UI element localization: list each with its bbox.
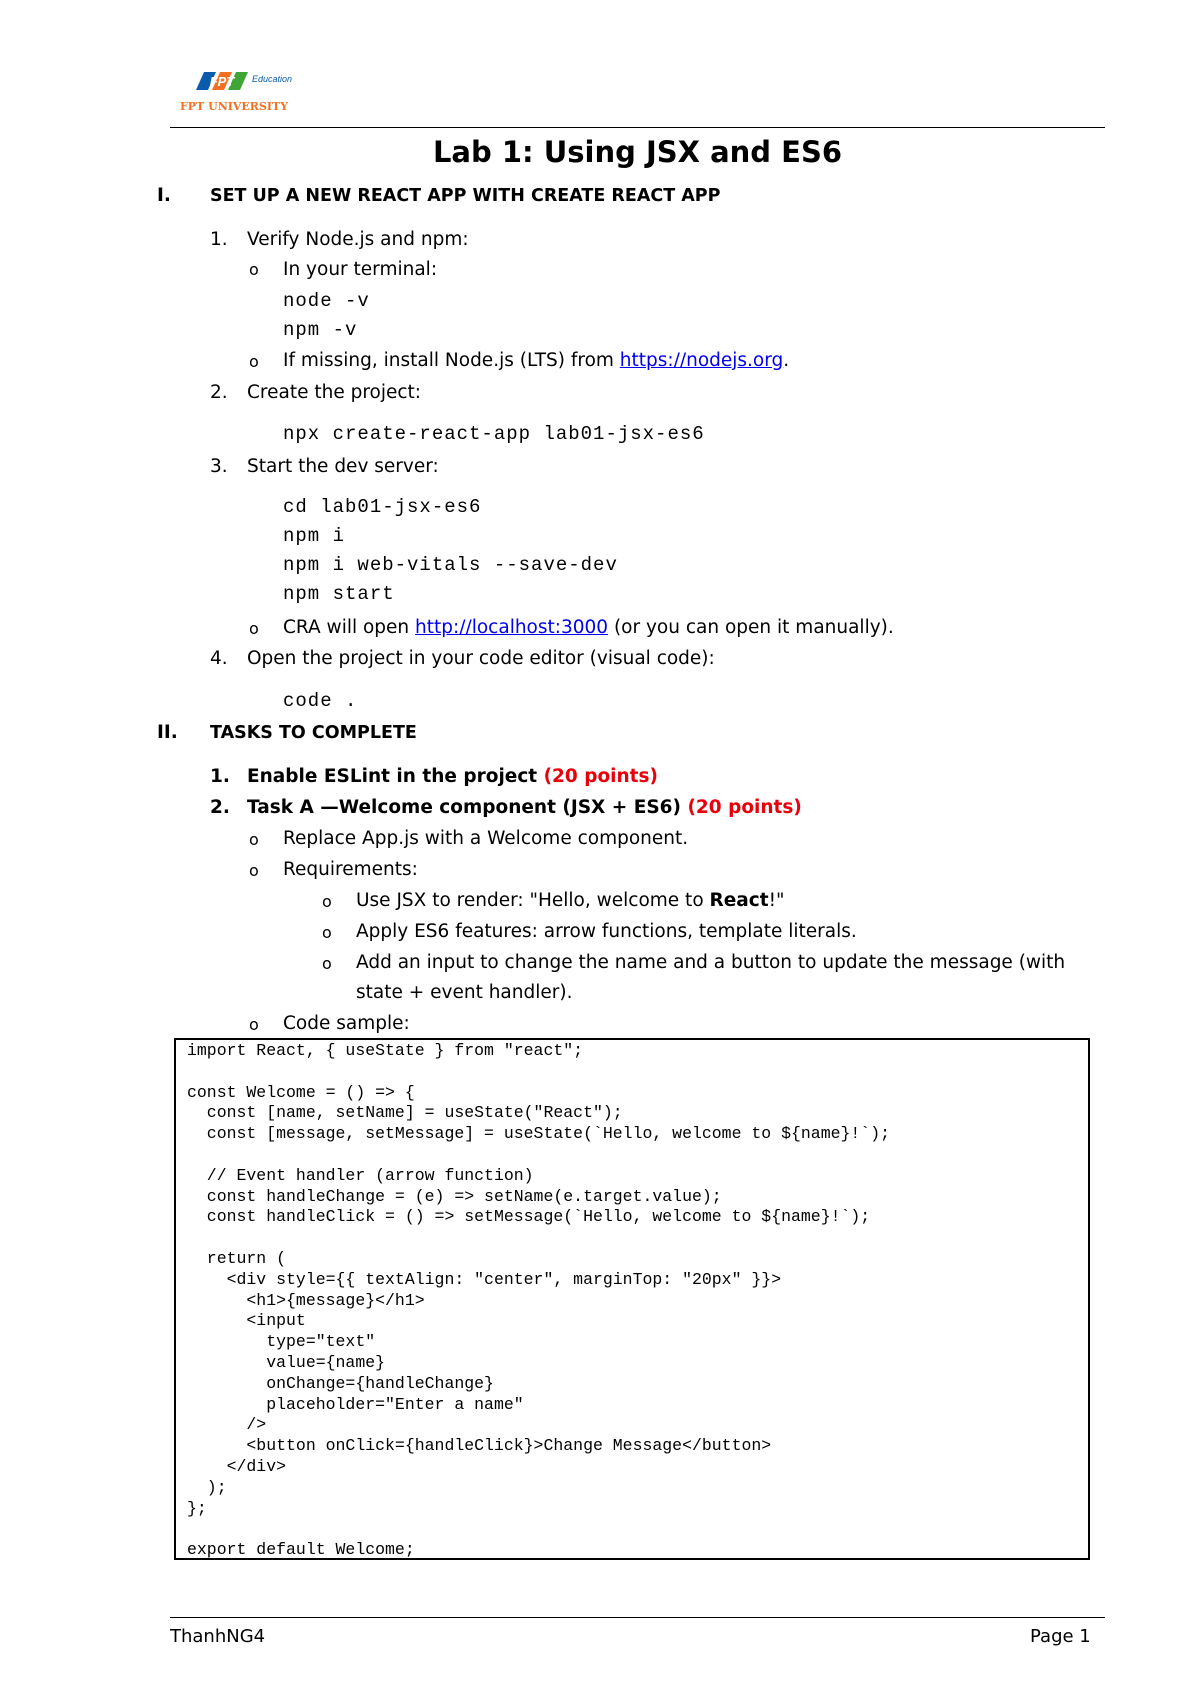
fpt-logo [180, 70, 300, 118]
task-2-bullet-3: Code sample: [283, 1013, 410, 1034]
requirement-3-line-2: state + event handler). [356, 982, 573, 1003]
cmd-web-vitals: npm i web-vitals --save-dev [283, 554, 618, 576]
task-1-label [247, 765, 658, 789]
step-3-bullet-text: CRA will open [283, 617, 416, 638]
code-sample: import React, { useState } from "react"; const Welcome = () => { const [name, setName] = useState("React"); const [message, setMessage] = useState(`Hello, welcome to ${name}!`); // Event handler (arrow function) const handleChange = (e) => setName(e.target.value); const handleClick = () => setMessage(`Hello, welcome to ${name}!`); return ( <div style={{ textAlign: "center", marginTop: "20px" }}> <h1>{message}</h1> <input type="text" value={name} onChange={handleChange} placeholder="Enter a name" /> <button onClick={handleClick}>Change Message</button> </div> ); }; export default Welcome; [187, 1041, 891, 1560]
cmd-cd: cd lab01-jsx-es6 [283, 496, 482, 518]
requirement-1-bold: React [709, 890, 769, 911]
logo-name: FPT UNIVERSITY [180, 100, 289, 113]
cmd-npm-i: npm i [283, 525, 346, 547]
requirement-1-end: !" [768, 890, 785, 911]
task-2-bullet-1: Replace App.js with a Welcome component. [283, 828, 689, 849]
fpt-logo-mark-icon [194, 70, 258, 92]
step-3-label: Start the dev server: [247, 456, 439, 477]
section-2-numeral: II. [157, 722, 178, 743]
step-3-number: 3. [210, 456, 228, 477]
bullet-marker: o [249, 352, 259, 371]
cmd-code: code . [283, 690, 358, 712]
task-2-bullet-2: Requirements: [283, 859, 418, 880]
footer-page-number: Page 1 [1030, 1626, 1091, 1647]
logo-sub: Education [252, 74, 293, 84]
localhost-link[interactable]: http://localhost:3000 [415, 617, 609, 638]
task-2-label [247, 796, 802, 820]
requirement-1 [356, 889, 785, 913]
cmd-node-version: node -v [283, 290, 370, 312]
step-4-number: 4. [210, 648, 228, 669]
step-2-label: Create the project: [247, 382, 422, 403]
task-1-text: Enable ESLint in the project [247, 766, 544, 787]
requirement-2: Apply ES6 features: arrow functions, template literals. [356, 921, 857, 942]
task-2-text: Task A —Welcome component (JSX + ES6) [247, 797, 688, 818]
footer-rule [170, 1617, 1105, 1618]
section-2-heading: TASKS TO COMPLETE [210, 723, 417, 743]
bullet-marker: o [322, 954, 332, 973]
task-1-number: 1. [210, 766, 230, 787]
step-3-bullet-end: (or you can open it manually). [608, 617, 894, 638]
step-1-bullet-2 [283, 349, 789, 373]
cmd-create-react-app: npx create-react-app lab01-jsx-es6 [283, 423, 705, 445]
footer-author: ThanhNG4 [170, 1626, 266, 1647]
step-1-number: 1. [210, 229, 228, 250]
bullet-marker: o [322, 923, 332, 942]
step-3-bullet [283, 616, 894, 640]
cmd-npm-start: npm start [283, 583, 395, 605]
task-1-points: (20 points) [543, 766, 658, 787]
task-2-points: (20 points) [687, 797, 802, 818]
task-2-number: 2. [210, 797, 230, 818]
bullet-marker: o [249, 1015, 259, 1034]
bullet-marker: o [249, 260, 259, 279]
step-1-label: Verify Node.js and npm: [247, 229, 469, 250]
code-sample-box [174, 1038, 1090, 1560]
step-1-bullet-2-text: If missing, install Node.js (LTS) from [283, 350, 620, 371]
step-1-bullet-2-end: . [783, 350, 790, 371]
section-1-numeral: I. [157, 185, 171, 206]
step-4-label: Open the project in your code editor (visual code): [247, 648, 715, 669]
header-rule [170, 127, 1105, 128]
logo-mark-text: FPT [209, 74, 235, 89]
bullet-marker: o [249, 830, 259, 849]
step-2-number: 2. [210, 382, 228, 403]
bullet-marker: o [322, 892, 332, 911]
step-1-bullet-1: In your terminal: [283, 259, 438, 280]
nodejs-link[interactable]: https://nodejs.org [619, 350, 784, 371]
cmd-npm-version: npm -v [283, 319, 358, 341]
requirement-1-text: Use JSX to render: "Hello, welcome to [356, 890, 710, 911]
bullet-marker: o [249, 619, 259, 638]
page-title: Lab 1: Using JSX and ES6 [432, 135, 843, 169]
bullet-marker: o [249, 861, 259, 880]
requirement-3-line-1: Add an input to change the name and a button to update the message (with [356, 952, 1066, 973]
section-1-heading: SET UP A NEW REACT APP WITH CREATE REACT APP [210, 186, 721, 206]
